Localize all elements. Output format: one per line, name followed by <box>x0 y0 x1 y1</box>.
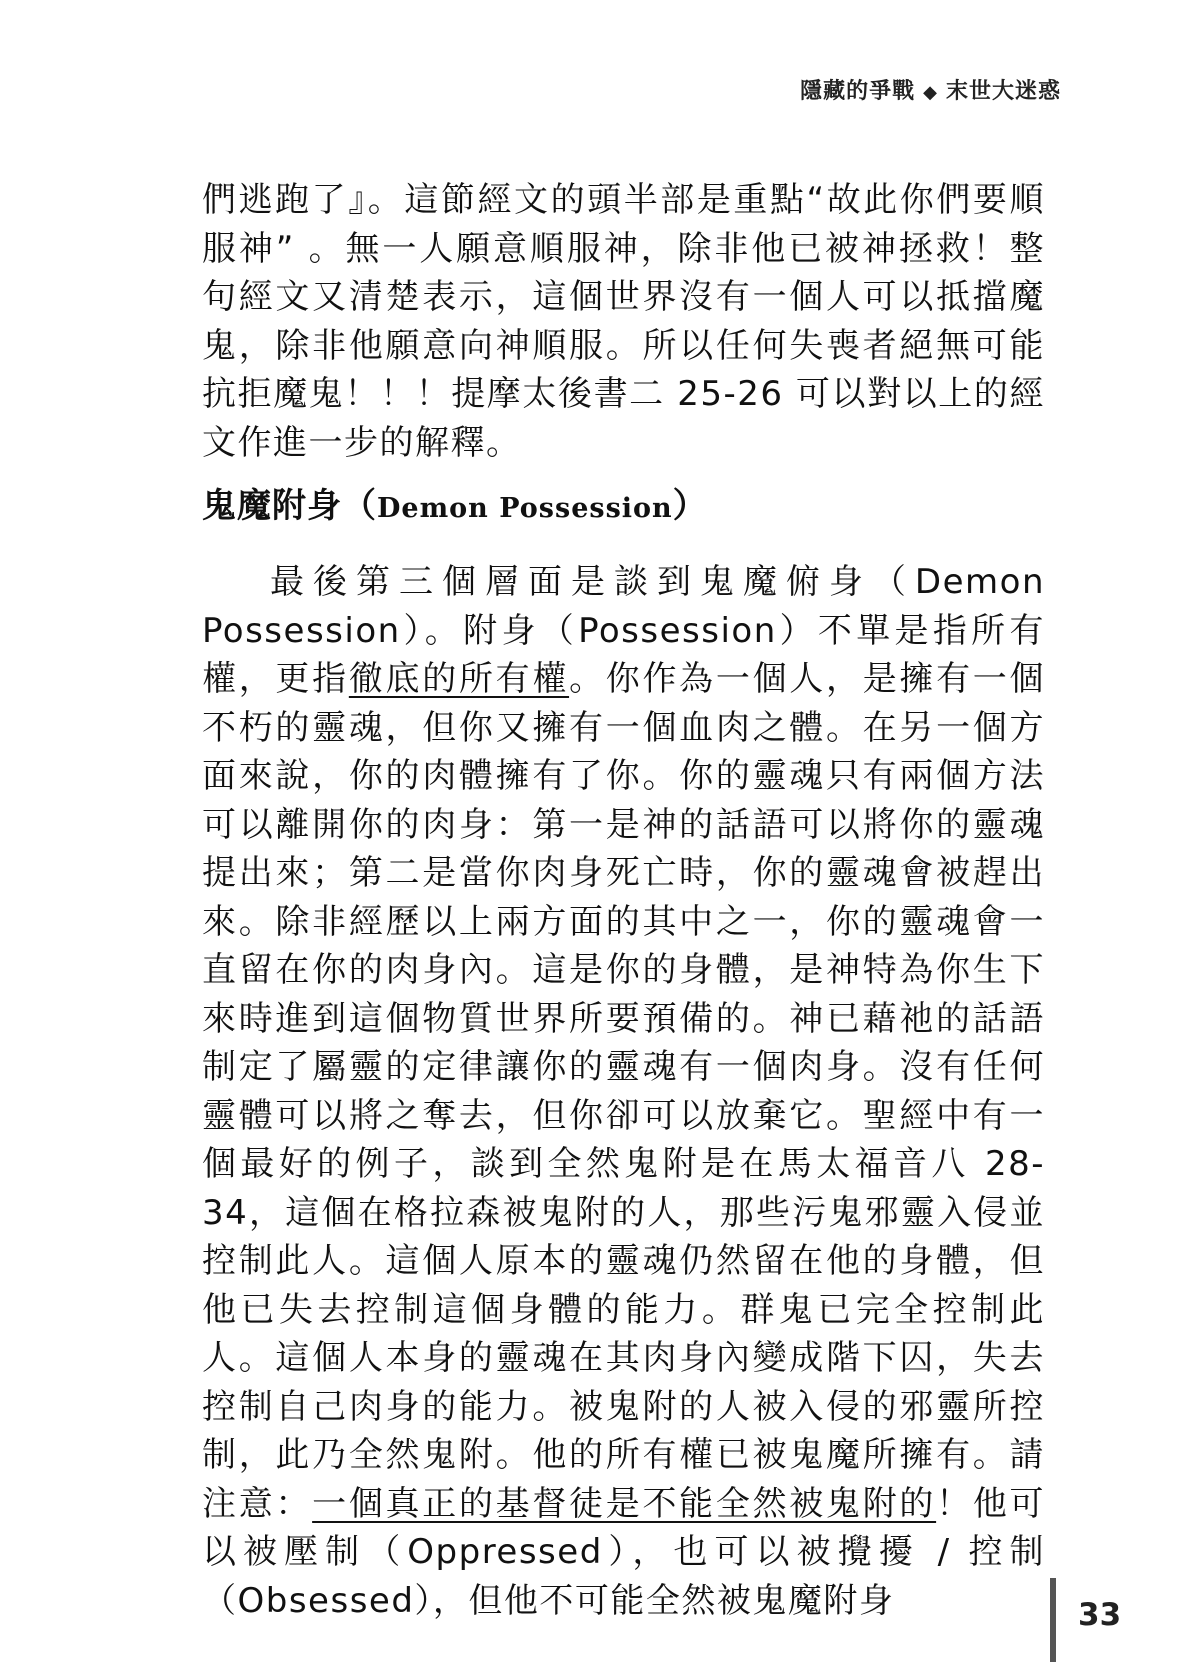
paragraph-part-2: 。你作為一個人，是擁有一個不朽的靈魂，但你又擁有一個血肉之體。在另一個方面來說，你的肉體擁有了你。你的靈魂只有兩個方法可以離開你的肉身：第一是神的話語可以將你的靈魂提出來；第二是當你肉身死亡時，你的靈魂會被趕出來。除非經歷以上兩方面的其中之一，你的靈魂會一直留在你的肉身內。這是你的身體，是神特為你生下來時進到這個物質世界所要預備的。神已藉祂的話語制定了屬靈的定律讓你的靈魂有一個肉身。沒有任何靈體可以將之奪去，但你卻可以放棄它。聖經中有一個最好的例子，談到全然鬼附是在馬太福音八 28-34，這個在格拉森被鬼附的人，那些污鬼邪靈入侵並控制此人。這個人原本的靈魂仍然留在他的身體，但他已失去控制這個身體的能力。群鬼已完全控制此人。這個人本身的靈魂在其肉身內變成階下囚，失去控制自己肉身的能力。被鬼附的人被入侵的邪靈所控制，此乃全然鬼附。他的所有權已被鬼魔所擁有。請注意： <box>202 659 1046 1524</box>
paragraph-part-1: 最後第三個層面是談到鬼魔俯身（Demon Possession）。附身（Possession）不單是指所有權，更指 <box>202 562 1045 699</box>
diamond-separator-icon: ◆ <box>923 82 938 103</box>
paragraph-part-3: ！他可以被壓制（Oppressed），也可以被攪擾 / 控制（Obsessed），但他不可能全然被鬼魔附身 <box>202 1483 1046 1621</box>
book-title: 隱藏的爭戰 <box>800 79 916 104</box>
heading-close-paren: ） <box>672 486 708 526</box>
heading-zh: 鬼魔附身 <box>202 486 342 526</box>
section-heading <box>202 478 708 527</box>
paragraph-continued: 們逃跑了』。這節經文的頭半部是重點“故此你們要順服神” 。無一人願意順服神，除非他已被神拯救！整句經文又清楚表示，這個世界沒有一個人可以抵擋魔鬼，除非他願意向神順服。所以任何失喪者絕無可能抗拒魔鬼！！！提摩太後書二 25-26 可以對以上的經文作進一步的解釋。 <box>202 180 1045 463</box>
text-block-continued <box>202 176 1045 467</box>
page-number-rule <box>1050 1578 1056 1662</box>
heading-open-paren: （ <box>342 486 377 526</box>
text-block-main <box>202 558 1045 1625</box>
underlined-phrase-christian: 一個真正的基督徒是不能全然被鬼附的 <box>312 1483 937 1524</box>
heading-en: Demon Possession <box>377 493 673 524</box>
underlined-phrase-ownership: 徹底的所有權 <box>348 659 570 699</box>
paragraph-demon-possession <box>202 558 1045 1625</box>
running-header <box>800 74 1061 105</box>
page-number: 33 <box>1078 1597 1122 1633</box>
section-title: 末世大迷惑 <box>945 79 1061 104</box>
